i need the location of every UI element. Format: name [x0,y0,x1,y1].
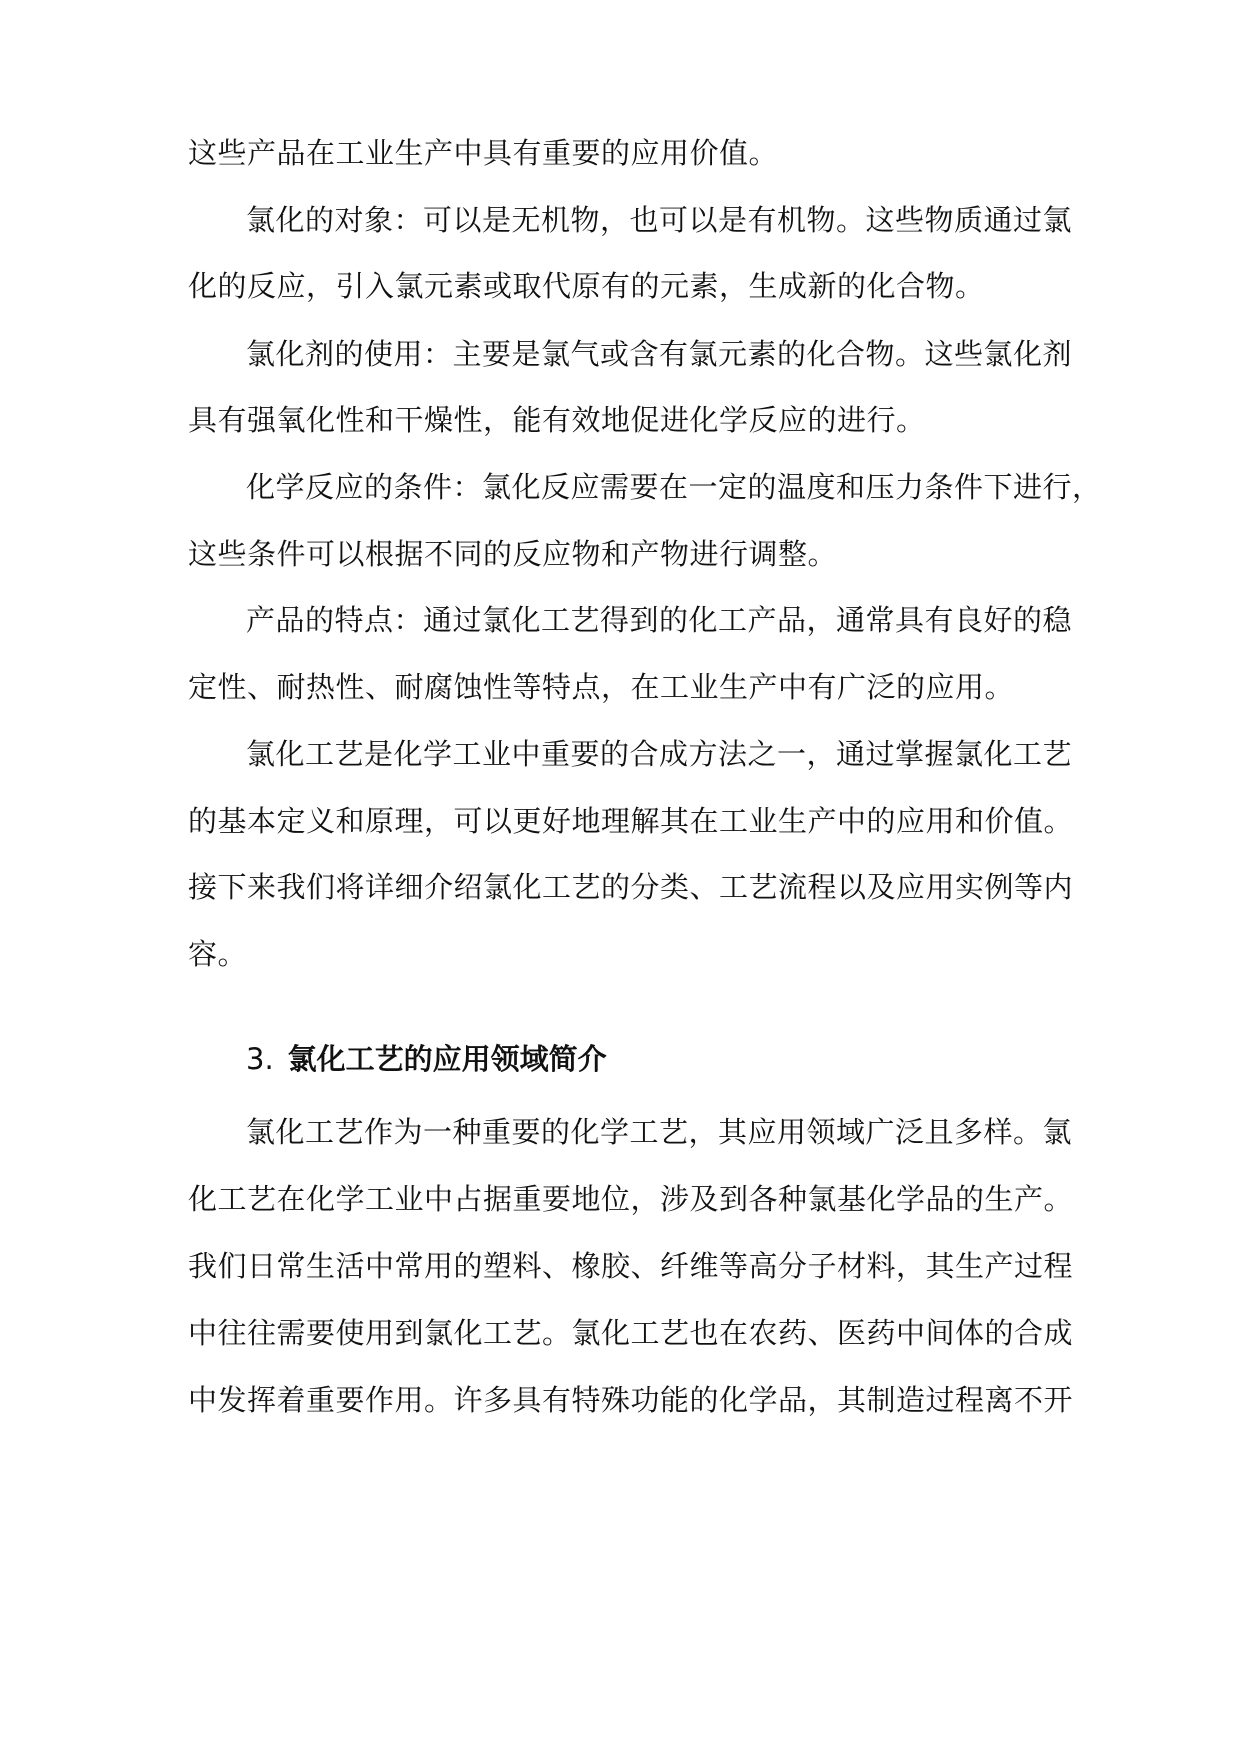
section-title: 氯化工艺的应用领域简介 [287,1042,607,1076]
paragraph-line: 中往往需要使用到氯化工艺。氯化工艺也在农药、医药中间体的合成 [188,1316,1074,1350]
paragraph-line: 化工艺在化学工业中占据重要地位，涉及到各种氯基化学品的生产。 [188,1182,1074,1216]
paragraph-line: 氯化工艺是化学工业中重要的合成方法之一，通过掌握氯化工艺 [246,737,1073,771]
paragraph-line: 氯化的对象：可以是无机物，也可以是有机物。这些物质通过氯 [246,203,1073,237]
paragraph-line: 中发挥着重要作用。许多具有特殊功能的化学品，其制造过程离不开 [188,1383,1074,1417]
paragraph-line: 容。 [188,937,248,971]
paragraph-line: 产品的特点：通过氯化工艺得到的化工产品，通常具有良好的稳 [246,603,1073,637]
paragraph-line: 这些条件可以根据不同的反应物和产物进行调整。 [188,537,838,571]
paragraph-line: 化学反应的条件：氯化反应需要在一定的温度和压力条件下进行， [246,470,1102,504]
section-heading [246,1039,1046,1079]
section-number: 3. [246,1042,274,1076]
paragraph-line: 定性、耐热性、耐腐蚀性等特点，在工业生产中有广泛的应用。 [188,670,1015,704]
paragraph-line: 化的反应，引入氯元素或取代原有的元素，生成新的化合物。 [188,269,985,303]
paragraph-line: 我们日常生活中常用的塑料、橡胶、纤维等高分子材料，其生产过程 [188,1249,1074,1283]
paragraph-line: 氯化工艺作为一种重要的化学工艺，其应用领域广泛且多样。氯 [246,1115,1073,1149]
paragraph-line: 接下来我们将详细介绍氯化工艺的分类、工艺流程以及应用实例等内 [188,870,1074,904]
paragraph-line: 氯化剂的使用：主要是氯气或含有氯元素的化合物。这些氯化剂 [246,337,1073,371]
paragraph-line: 具有强氧化性和干燥性，能有效地促进化学反应的进行。 [188,403,926,437]
paragraph-line: 的基本定义和原理，可以更好地理解其在工业生产中的应用和价值。 [188,804,1074,838]
paragraph-line: 这些产品在工业生产中具有重要的应用价值。 [188,136,779,170]
